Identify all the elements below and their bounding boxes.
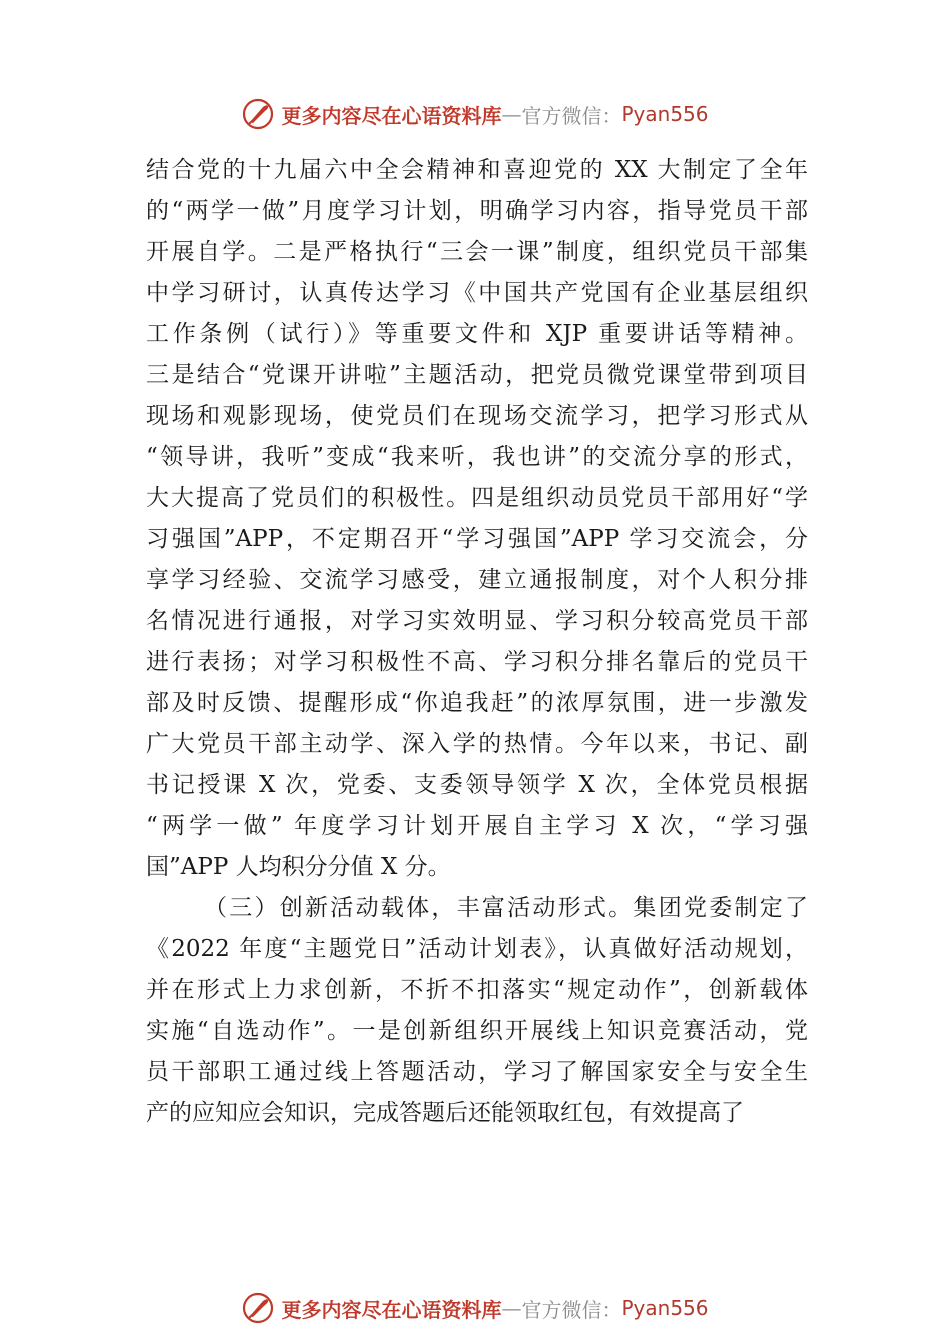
body-line: “领导讲，我听”变成“我来听，我也讲”的交流分享的形式， — [146, 444, 808, 470]
body-line: 结合党的十九届六中全会精神和喜迎党的 XX 大制定了全年 — [146, 157, 808, 183]
body-line: 三是结合“党课开讲啦”主题活动，把党员微党课堂带到项目 — [146, 362, 808, 388]
wechat-id: Pyan556 — [621, 102, 709, 126]
body-line: 并在形式上力求创新，不折不扣落实“规定动作”，创新载体 — [146, 977, 808, 1003]
official-wechat-label: 官方微信： — [521, 103, 622, 128]
official-wechat-label: 官方微信： — [521, 1297, 622, 1322]
body-line: 享学习经验、交流学习感受，建立通报制度，对个人积分排 — [146, 567, 808, 593]
body-line: 的“两学一做”月度学习计划，明确学习内容，指导党员干部 — [146, 198, 808, 224]
site-name-text: 更多内容尽在心语资料库 — [281, 1297, 502, 1322]
body-line: 进行表扬；对学习积极性不高、学习积分排名靠后的党员干 — [146, 649, 808, 675]
body-line: 国”APP 人均积分分值 X 分。 — [146, 854, 451, 880]
body-line: 工作条例（试行）》等重要文件和 XJP 重要讲话等精神。 — [146, 321, 808, 347]
body-line: 广大党员干部主动学、深入学的热情。今年以来，书记、副 — [146, 731, 808, 757]
quill-pen-logo-icon — [241, 97, 275, 131]
body-line: 中学习研讨，认真传达学习《中国共产党国有企业基层组织 — [146, 280, 808, 306]
body-line: 部及时反馈、提醒形成“你追我赶”的浓厚氛围，进一步激发 — [146, 690, 808, 716]
body-line: 名情况进行通报，对学习实效明显、学习积分较高党员干部 — [146, 608, 808, 634]
banner-separator: — — [501, 1296, 522, 1320]
body-line: 习强国”APP，不定期召开“学习强国”APP 学习交流会，分 — [146, 526, 808, 552]
document-body — [146, 150, 808, 1134]
body-line: 产的应知应会知识，完成答题后还能领取红包，有效提高了 — [146, 1100, 744, 1126]
header-banner — [0, 94, 950, 134]
footer-banner — [0, 1288, 950, 1328]
site-name-text: 更多内容尽在心语资料库 — [281, 103, 502, 128]
body-line: 实施“自选动作”。一是创新组织开展线上知识竞赛活动，党 — [146, 1018, 808, 1044]
body-line: 员干部职工通过线上答题活动，学习了解国家安全与安全生 — [146, 1059, 808, 1085]
banner-separator: — — [501, 102, 522, 126]
wechat-id: Pyan556 — [621, 1296, 709, 1320]
body-line: 现场和观影现场，使党员们在现场交流学习，把学习形式从 — [146, 403, 808, 429]
quill-pen-logo-icon — [241, 1291, 275, 1325]
body-line: 《2022 年度“主题党日”活动计划表》，认真做好活动规划， — [146, 936, 808, 962]
body-line: “两学一做” 年度学习计划开展自主学习 X 次，“学习强 — [146, 813, 808, 839]
body-line: 开展自学。二是严格执行“三会一课”制度，组织党员干部集 — [146, 239, 808, 265]
body-line: 书记授课 X 次，党委、支委领导领学 X 次，全体党员根据 — [146, 772, 808, 798]
body-line: 大大提高了党员们的积极性。四是组织动员党员干部用好“学 — [146, 485, 808, 511]
section-heading-line: （三）创新活动载体，丰富活动形式。集团党委制定了 — [204, 895, 808, 921]
